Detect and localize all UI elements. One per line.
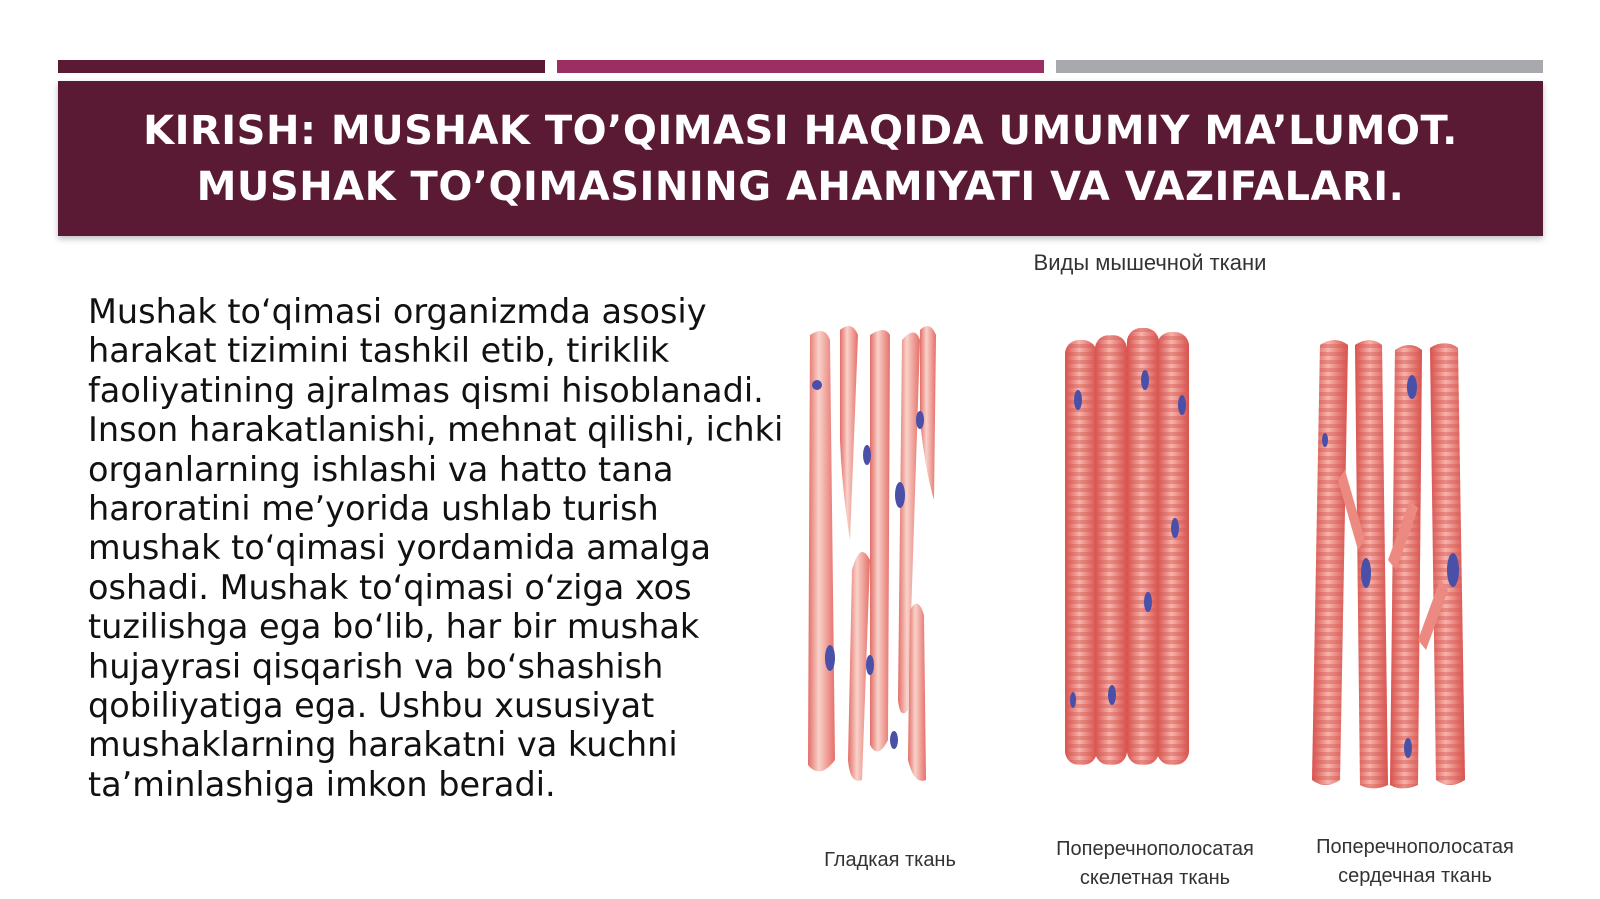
title-banner (58, 81, 1543, 236)
accent-bar-right (1056, 60, 1543, 73)
accent-bar-middle (557, 60, 1044, 73)
accent-bar-left (58, 60, 545, 73)
smooth-muscle-group (808, 326, 936, 781)
caption-smooth-tissue: Гладкая ткань (824, 849, 956, 871)
slide-title: KIRISH: MUSHAK TO’QIMASI HAQIDA UMUMIY MA’LUMOT. MUSHAK TO’QIMASINING AHAMIYATI VA VAZIFALARI. (143, 107, 1458, 210)
figure-title: Виды мышечной ткани (1033, 250, 1267, 275)
skeletal-muscle-group (1065, 328, 1189, 765)
body-paragraph: Mushak to‘qimasi organizmda asosiy harakat tizimini tashkil etib, tiriklik faoliyatining ajralmas qismi hisoblanadi. Inson harakatlanishi, mehnat qilishi, ichki organlarning ishlashi va hatto tana haroratini me’yorida ushlab turish mushak to‘qimasi yordamida amalga oshadi. Mushak to‘qimasi o‘ziga xos tuzilishga ega bo‘lib, har bir mushak hujayrasi qisqarish va bo‘shashish qobiliyatiga ega. Ushbu xususiyat mushaklarning harakatni va kuchni ta’minlashiga imkon beradi. (88, 292, 784, 804)
caption-skeletal-tissue: Поперечнополосатая скелетная ткань (1056, 838, 1254, 889)
muscle-tissue-illustration (790, 240, 1550, 899)
caption-cardiac-tissue: Поперечнополосатая сердечная ткань (1316, 836, 1514, 887)
cardiac-muscle-group (1312, 340, 1465, 789)
